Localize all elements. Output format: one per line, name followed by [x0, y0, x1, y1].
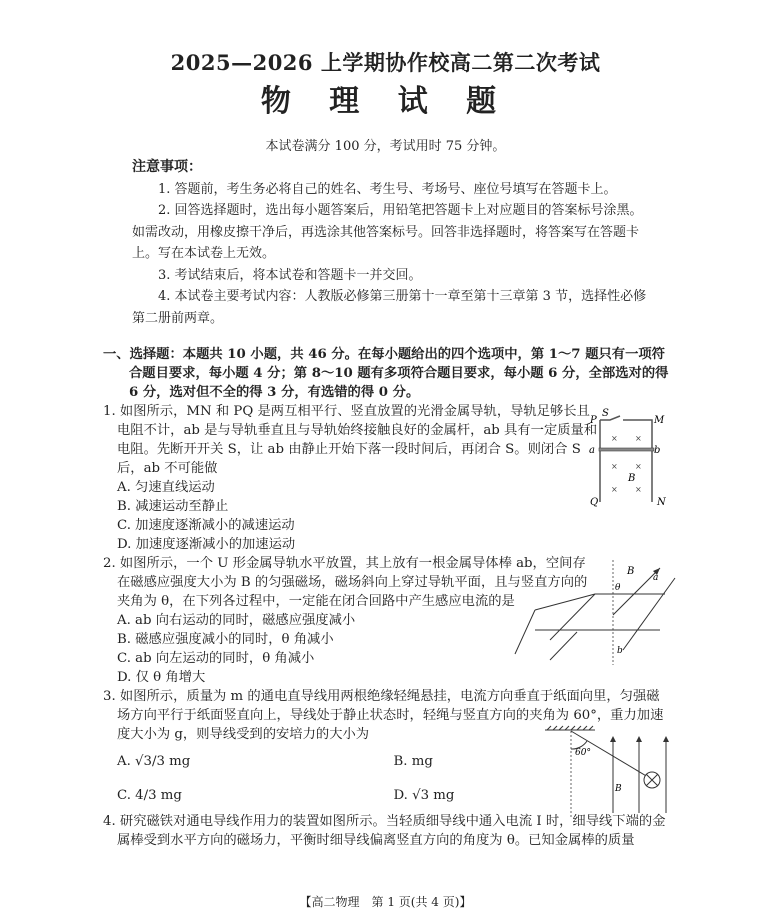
page-footer: 【高二物理 第 1 页(共 4 页)】: [299, 895, 472, 909]
question-4-stem: 4. 研究磁铁对通电导线作用力的装置如图所示。当轻质细导线中通入电流 I 时，细导线下端的金属棒受到水平方向的磁场力，平衡时细导线偏离竖直方向的角度为 θ。已知金属棒的质量: [103, 814, 666, 848]
question-stem: 2. 如图所示，一个 U 形金属导轨水平放置，其上放有一根金属导体棒 ab，空间存在磁感应强度大小为 B 的匀强磁场，磁场斜向上穿过导轨平面，且与竖直方向的夹角为 θ，在下列各过程中，一定能在闭合回路中产生感应电流的是: [103, 556, 588, 609]
option-b: B. mg: [393, 753, 433, 769]
notes-heading: 注意事项：: [132, 159, 202, 175]
note-item: 3. 考试结束后，将本试卷和答题卡一并交回。: [158, 267, 422, 283]
fig-label: 60°: [575, 748, 591, 758]
fig-label: a: [589, 445, 595, 456]
fig-label: b: [654, 445, 661, 456]
section-heading: 一、选择题：本题共 10 小题，共 46 分。在每小题给出的四个选项中，第 1～7 题只有一项符合题目要求，每小题 4 分；第 8～10 题有多项符合题目要求，每小题 6 分，全部选对的得 6 分，选对但不全的得 3 分，有选错的得 0 分。: [103, 347, 669, 400]
question-stem: 1. 如图所示，MN 和 PQ 是两互相平行、竖直放置的光滑金属导轨，导轨足够长且电阻不计，ab 是与导轨垂直且与导轨始终接触良好的金属杆，ab 具有一定质量和电阻。先断开开关 S，让 ab 由静止开始下落一段时间后，再闭合 S。则闭合 S 后，ab 不可能做: [103, 404, 598, 476]
field-cross-marks: [611, 434, 642, 494]
option-d: D. √3 mg: [393, 787, 455, 803]
option-a: A. 匀速直线运动: [117, 480, 215, 495]
fig-label: B: [615, 784, 622, 794]
fig-label: b: [617, 646, 623, 656]
fig-label: N: [657, 497, 666, 508]
fig-label: θ: [615, 583, 621, 593]
svg-text:×: ×: [635, 434, 642, 443]
option-b: B. 磁感应强度减小的同时，θ 角减小: [117, 632, 334, 647]
svg-text:×: ×: [611, 485, 618, 494]
question-1: [103, 402, 670, 554]
subject-title: 物 理 试 题: [260, 84, 511, 119]
score-info: 本试卷满分 100 分，考试用时 75 分钟。: [265, 139, 506, 154]
figure-rails-circuit: [590, 408, 670, 508]
option-a: A. ab 向右运动的同时，磁感应强度减小: [117, 613, 356, 628]
notes: [132, 157, 652, 329]
fig-label: P: [590, 415, 597, 426]
figure-hanging-wire: [545, 725, 670, 820]
note-item: 2. 回答选择题时，选出每小题答案后，用铅笔把答题卡上对应题目的答案标号涂黑。如需改动，用橡皮擦干净后，再选涂其他答案标号。回答非选择题时，将答案写在答题卡上。写在本试卷上无效。: [132, 203, 643, 261]
option-c: C. ab 向左运动的同时，θ 角减小: [117, 651, 315, 666]
option-d: D. 仅 θ 角增大: [117, 670, 206, 685]
note-item: 4. 本试卷主要考试内容：人教版必修第三册第十一章至第十三章第 3 节，选择性必修第二册前两章。: [132, 289, 647, 326]
option-a: A. √3/3 mg: [117, 753, 191, 769]
exam-title: 2025—2026 上学期协作校高二第二次考试: [170, 50, 601, 75]
note-item: 1. 答题前，考生务必将自己的姓名、考生号、考场号、座位号填写在答题卡上。: [158, 181, 617, 197]
svg-text:×: ×: [611, 434, 618, 443]
fig-label: B: [627, 566, 635, 577]
fig-label: a: [653, 573, 659, 583]
fig-label: B: [628, 473, 636, 484]
fig-label: S: [602, 408, 609, 419]
svg-text:×: ×: [635, 485, 642, 494]
option-b: B. 减速运动至静止: [117, 499, 229, 514]
question-stem: 3. 如图所示，质量为 m 的通电直导线用两根绝缘轻绳悬挂，电流方向垂直于纸面向里，匀强磁场方向平行于纸面竖直向上，导线处于静止状态时，轻绳与竖直方向的夹角为 60°，重力加速度大小为 g，则导线受到的安培力的大小为: [103, 689, 664, 742]
option-c: C. 4/3 mg: [117, 787, 182, 803]
fig-label: Q: [590, 497, 599, 508]
fig-label: M: [654, 415, 665, 426]
option-c: C. 加速度逐渐减小的减速运动: [117, 518, 295, 533]
svg-text:×: ×: [611, 462, 618, 471]
option-d: D. 加速度逐渐减小的加速运动: [117, 537, 296, 552]
svg-text:×: ×: [635, 462, 642, 471]
figure-u-rail: [515, 560, 665, 670]
